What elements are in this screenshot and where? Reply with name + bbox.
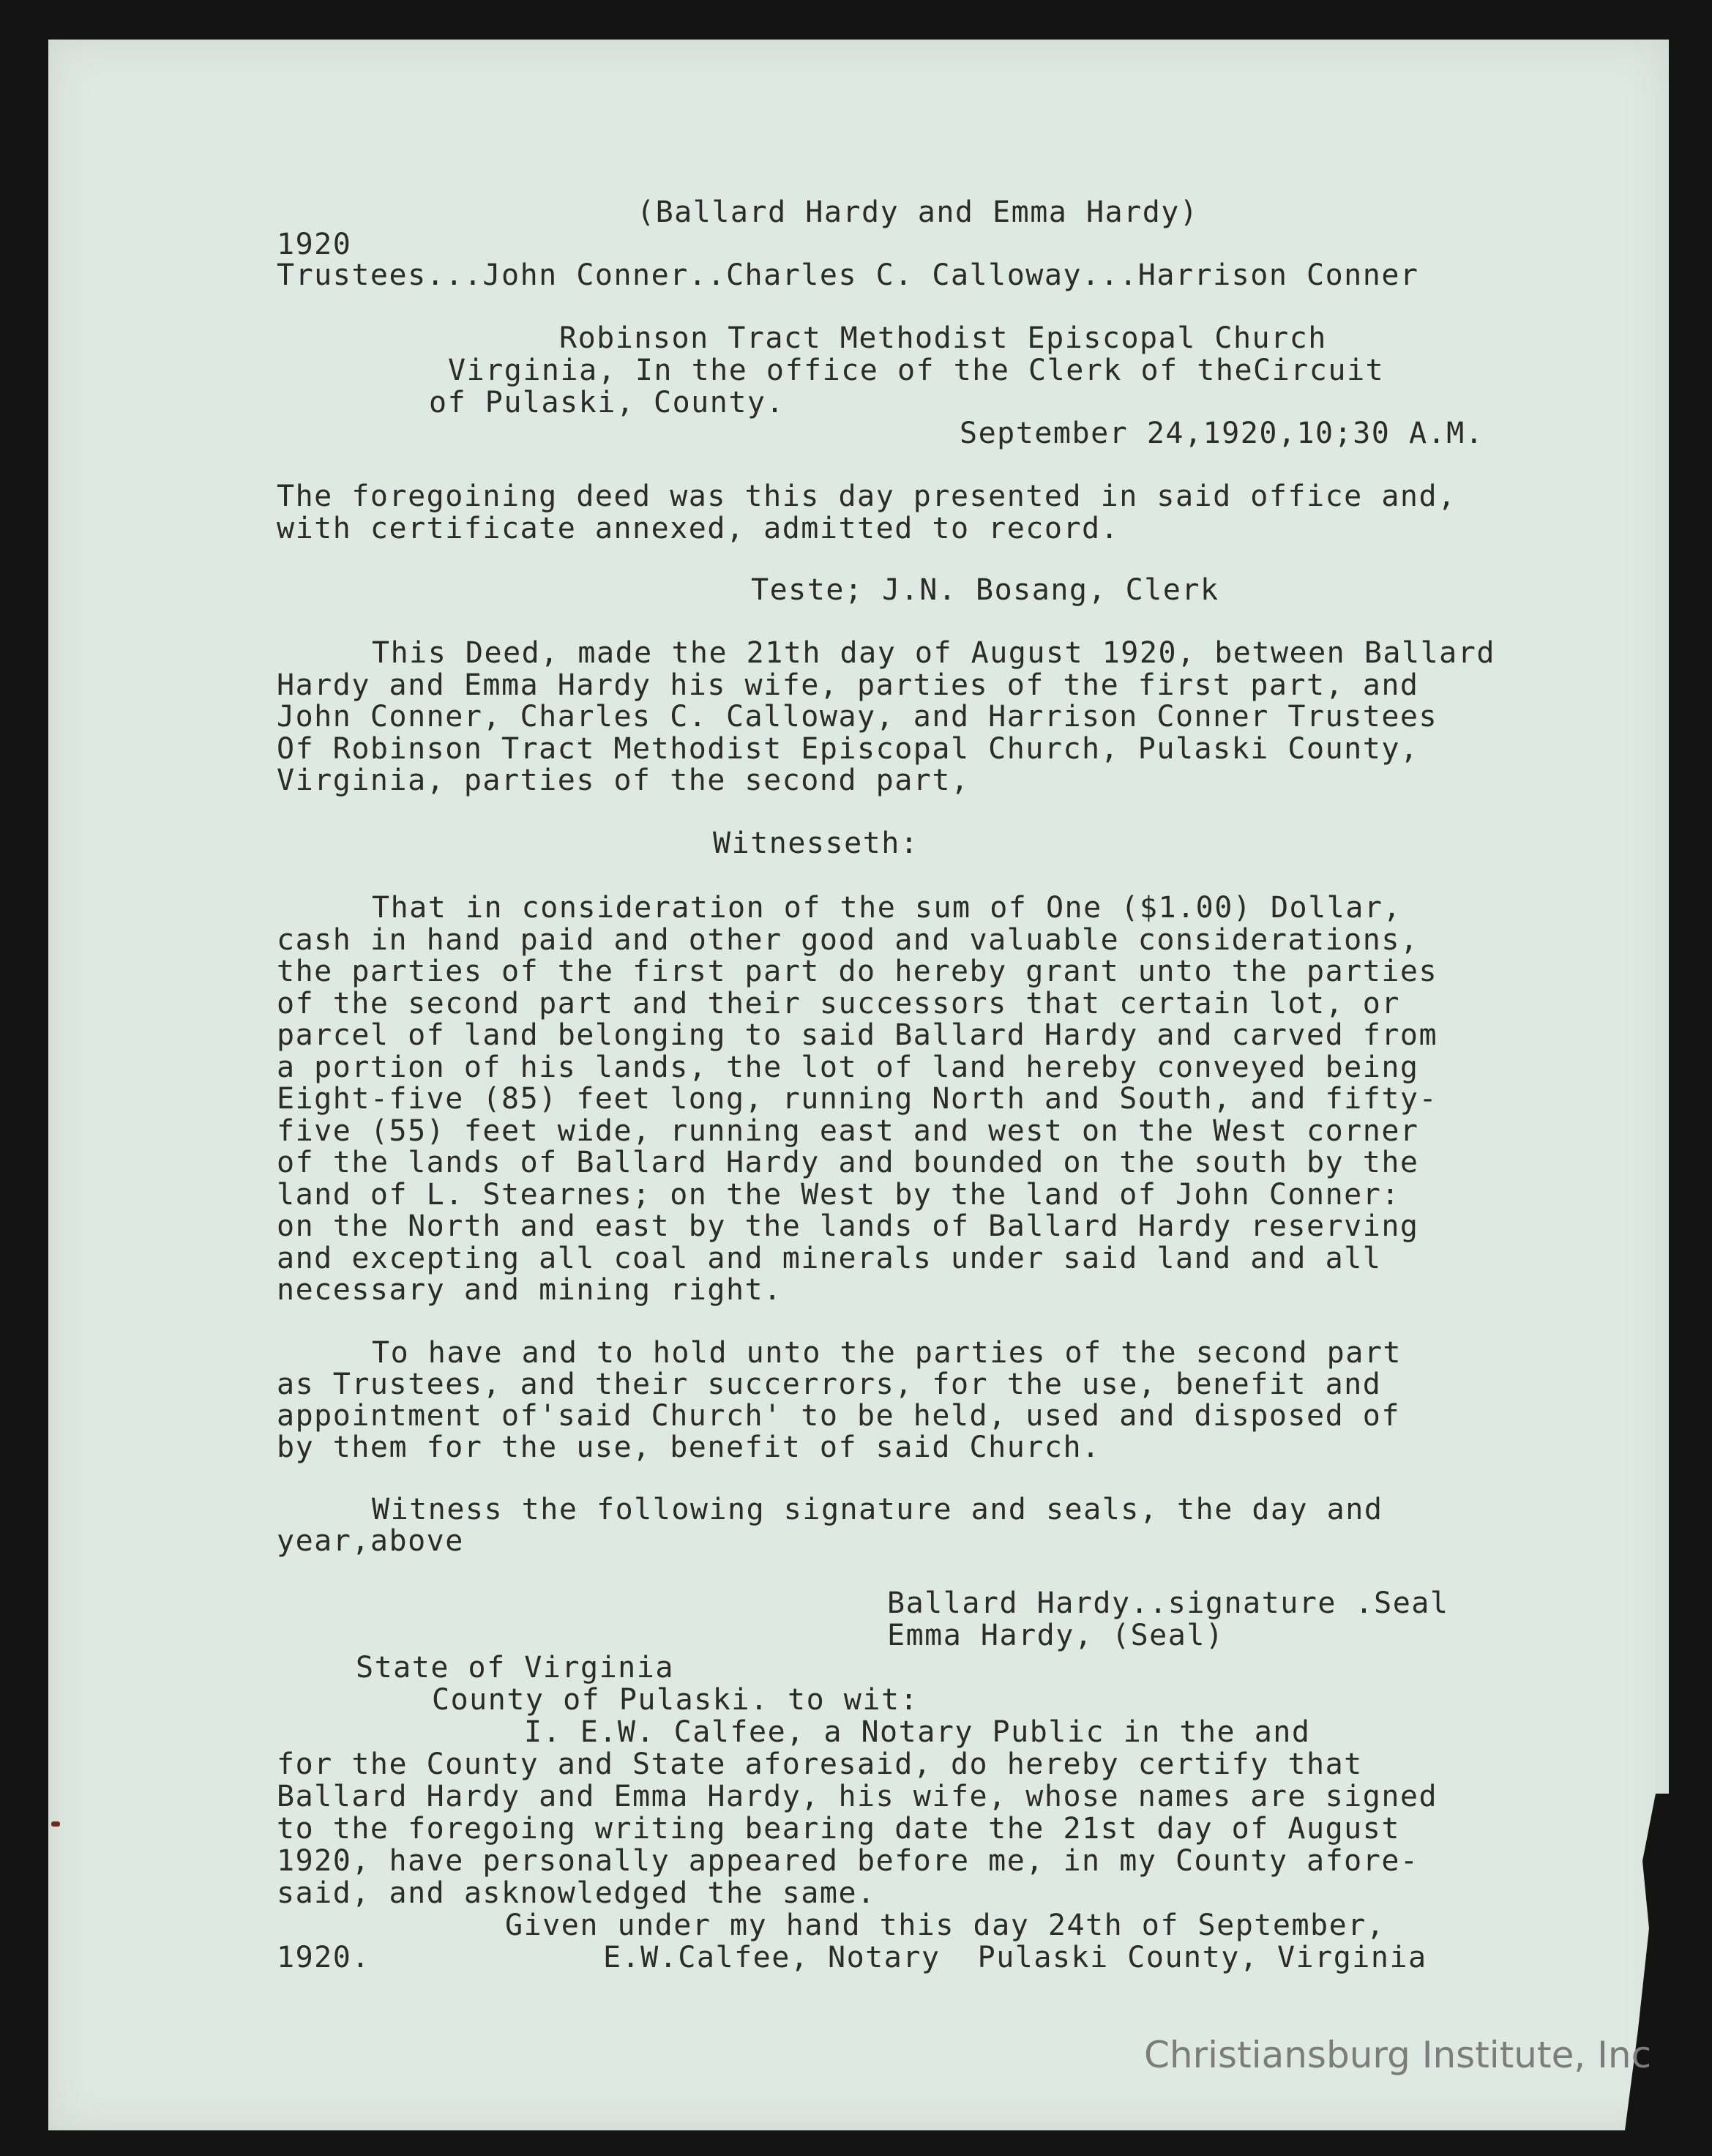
record-text-line: The foregoining deed was this day presented in said office and, [277, 480, 1457, 513]
closing-year: 1920. [277, 1941, 370, 1974]
teste-clerk: Teste; J.N. Bosang, Clerk [751, 573, 1219, 607]
notary-text-line: 1920, have personally appeared before me, in my County afore- [277, 1844, 1419, 1878]
church-name: Robinson Tract Methodist Episcopal Church [559, 321, 1327, 355]
habendum-text-line: by them for the use, benefit of said Church. [277, 1431, 1101, 1464]
witnesseth-heading: Witnesseth: [713, 827, 919, 860]
witness-text-line: year,above [277, 1524, 464, 1558]
record-text-line: with certificate annexed, admitted to record. [277, 512, 1120, 545]
signature-emma-hardy: Emma Hardy, (Seal) [887, 1619, 1225, 1652]
consideration-text-line: a portion of his lands, the lot of land hereby conveyed being [277, 1051, 1419, 1084]
witness-text-line: Witness the following signature and seals, the day and [372, 1493, 1383, 1526]
state-line: State of Virginia [356, 1651, 674, 1685]
trustees-line: Trustees...John Conner..Charles C. Calloway...Harrison Conner [277, 258, 1419, 292]
habendum-text-line: To have and to hold unto the parties of the second part [372, 1336, 1402, 1370]
year-label: 1920 [277, 228, 352, 261]
consideration-text-line: necessary and mining right. [277, 1273, 782, 1307]
deed-text-line: Virginia, parties of the second part, [277, 764, 970, 797]
consideration-text-line: Eight-five (85) feet long, running North and South, and fifty- [277, 1082, 1438, 1116]
habendum-text-line: appointment of'said Church' to be held, used and disposed of [277, 1399, 1400, 1433]
consideration-text-line: on the North and east by the lands of Ballard Hardy reserving [277, 1209, 1419, 1243]
notary-text-line: I. E.W. Calfee, a Notary Public in the and [524, 1715, 1311, 1749]
deed-text-line: Hardy and Emma Hardy his wife, parties of the first part, and [277, 668, 1419, 702]
consideration-text-line: of the second part and their successors that certain lot, or [277, 987, 1400, 1021]
consideration-text-line: five (55) feet wide, running east and west on the West corner [277, 1114, 1419, 1148]
notary-text-line: Ballard Hardy and Emma Hardy, his wife, whose names are signed [277, 1780, 1438, 1813]
deed-text-line: John Conner, Charles C. Calloway, and Harrison Conner Trustees [277, 700, 1438, 734]
consideration-text-line: cash in hand paid and other good and valuable considerations, [277, 923, 1419, 957]
recording-date: September 24,1920,10;30 A.M. [960, 417, 1484, 450]
notary-signature: E.W.Calfee, Notary Pulaski County, Virginia [603, 1941, 1427, 1974]
torn-corner [1625, 1794, 1669, 2130]
watermark: Christiansburg Institute, Inc [1144, 2034, 1652, 2076]
consideration-text-line: of the lands of Ballard Hardy and bounded on the south by the [277, 1146, 1419, 1179]
habendum-text-line: as Trustees, and their succerrors, for the use, benefit and [277, 1368, 1382, 1401]
consideration-text-line: land of L. Stearnes; on the West by the land of John Conner: [277, 1178, 1400, 1212]
notary-text-line: for the County and State aforesaid, do hereby certify that [277, 1747, 1363, 1781]
ink-mark [51, 1821, 60, 1827]
consideration-text-line: the parties of the first part do hereby grant unto the parties [277, 955, 1438, 988]
header-names: (Ballard Hardy and Emma Hardy) [637, 195, 1199, 229]
county-line: of Pulaski, County. [429, 386, 785, 419]
given-under-hand: Given under my hand this day 24th of September, [505, 1909, 1386, 1942]
consideration-text-line: and excepting all coal and minerals under said land and all [277, 1242, 1382, 1275]
consideration-text-line: parcel of land belonging to said Ballard Hardy and carved from [277, 1018, 1438, 1052]
deed-text-line: Of Robinson Tract Methodist Episcopal Church, Pulaski County, [277, 732, 1419, 766]
signature-ballard-hardy: Ballard Hardy..signature .Seal [887, 1586, 1449, 1620]
notary-text-line: said, and asknowledged the same. [277, 1876, 876, 1910]
consideration-text-line: That in consideration of the sum of One ($1.00) Dollar, [372, 891, 1402, 925]
county-wit-line: County of Pulaski. to wit: [432, 1683, 919, 1717]
clerk-office-line: Virginia, In the office of the Clerk of theCircuit [448, 354, 1385, 387]
notary-text-line: to the foregoing writing bearing date the 21st day of August [277, 1812, 1400, 1846]
deed-text-line: This Deed, made the 21th day of August 1920, between Ballard [372, 636, 1495, 670]
